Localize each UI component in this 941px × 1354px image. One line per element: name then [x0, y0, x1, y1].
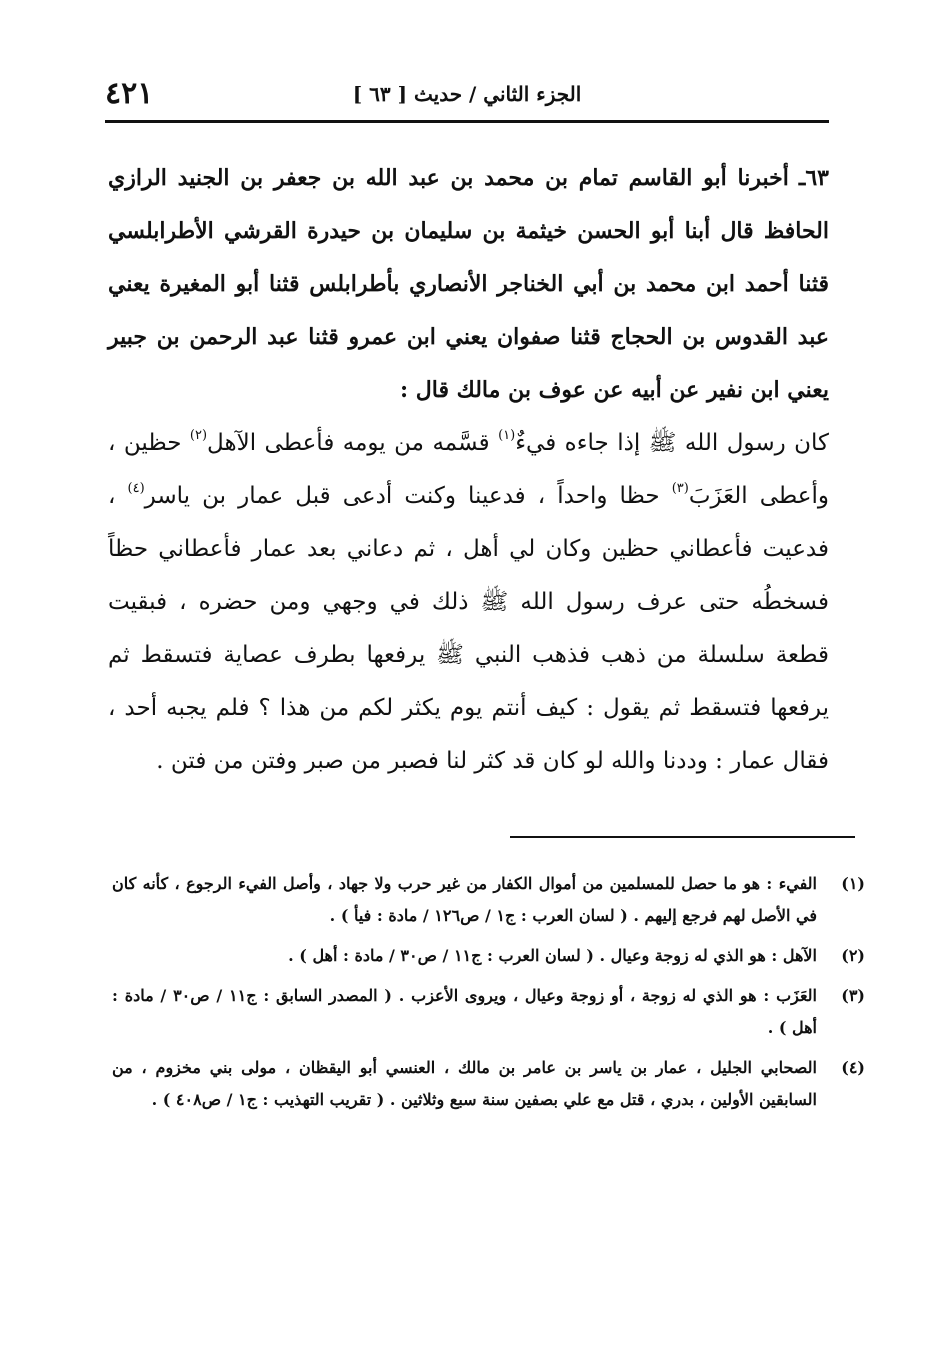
- page-number: ٤٢١: [105, 76, 154, 111]
- footnote-number: (٢): [841, 946, 865, 965]
- footnote-text: الفيء : هو ما حصل للمسلمين من أموال الكفار من غير حرب ولا جهاد ، وأصل الفيء الرجوع ، كأنه كان في الأصل لهم فرجع إليهم . ( لسان العرب : ج١ / ص١٢٦ / مادة : فيأ ) .: [112, 874, 817, 925]
- footnote: [112, 868, 865, 932]
- footnotes: [112, 868, 865, 1124]
- footnote: [112, 1052, 865, 1116]
- footnote-number: (٤): [841, 1058, 865, 1077]
- matn-segment: حظين ، وأعطى العَزَبَ: [108, 430, 830, 509]
- hadith-matn: [108, 417, 829, 788]
- matn-segment: كان رسول الله ﷺ إذا جاءه فيءٌ: [515, 430, 830, 456]
- header-rule: [105, 120, 829, 123]
- footnote-number: (١): [841, 874, 865, 893]
- running-header: [105, 76, 829, 122]
- matn-segment: ، فدعيت فأعطاني حظين وكان لي أهل ، ثم دعاني بعد عمار فأعطاني حظاً فسخطُه حتى عرف رسول الله ﷺ ذلك في وجهي ومن حضره ، فبقيت قطعة سلسلة من ذهب فذهب النبي ﷺ يرفعها بطرف عصاية فتسقط ثم يرفعها فتسقط ثم يقول : كيف أنتم يوم يكثر لكم من هذا ؟ فلم يجبه أحد ، فقال عمار : وددنا والله لو كان قد كثر لنا فصبر من صبر وفتن من فتن .: [108, 483, 829, 774]
- footnote-text: الصحابي الجليل ، عمار بن ياسر بن عامر بن مالك ، العنسي أبو اليقظان ، مولى بني مخزوم ، من السابقين الأولين ، بدري ، قتل مع علي بصفين سنة سبع وثلاثين . ( تقريب التهذيب : ج١ / ص٤٠٨ ) .: [112, 1058, 817, 1109]
- running-title: الجزء الثاني / حديث [ ٦٣ ]: [352, 82, 582, 106]
- footnote: [112, 940, 865, 972]
- footnote-number: (٣): [841, 986, 865, 1005]
- hadith-isnad: أخبرنا أبو القاسم تمام بن محمد بن عبد الله بن جعفر بن الجنيد الرازي الحافظ قال أبنا أبو الحسن خيثمة بن سليمان بن حيدرة القرشي الأطرابلسي قثنا أحمد ابن محمد بن أبي الخناجر الأنصاري بأطرابلس قثنا أبو المغيرة يعني عبد القدوس بن الحجاج قثنا صفوان يعني ابن عمرو قثنا عبد الرحمن بن جبير يعني ابن نفير عن أبيه عن عوف بن مالك قال :: [108, 165, 829, 403]
- hadith-text: [108, 152, 829, 788]
- footnote-text: العَزَب : هو الذي له زوجة ، أو زوجة وعيال ، ويروى الأعزب . ( المصدر السابق : ج١١ / ص٣٠ / مادة : أهل ) .: [112, 986, 818, 1037]
- footnote-ref: (٤): [127, 481, 145, 497]
- footnote-separator: [510, 836, 855, 838]
- footnote: [112, 980, 865, 1044]
- matn-segment: حظا واحداً ، فدعينا وكنت أدعى قبل عمار بن ياسر: [144, 483, 672, 509]
- hadith-number: ٦٣ـ: [798, 165, 829, 191]
- footnote-text: الآهل : هو الذي له زوجة وعيال . ( لسان العرب : ج١١ / ص٣٠ / مادة : أهل ) .: [288, 946, 817, 965]
- footnote-ref: (١): [498, 428, 516, 444]
- matn-segment: قسَّمه من يومه فأعطى الآهل: [207, 430, 499, 456]
- footnote-ref: (٣): [671, 481, 689, 497]
- footnote-ref: (٢): [189, 428, 208, 444]
